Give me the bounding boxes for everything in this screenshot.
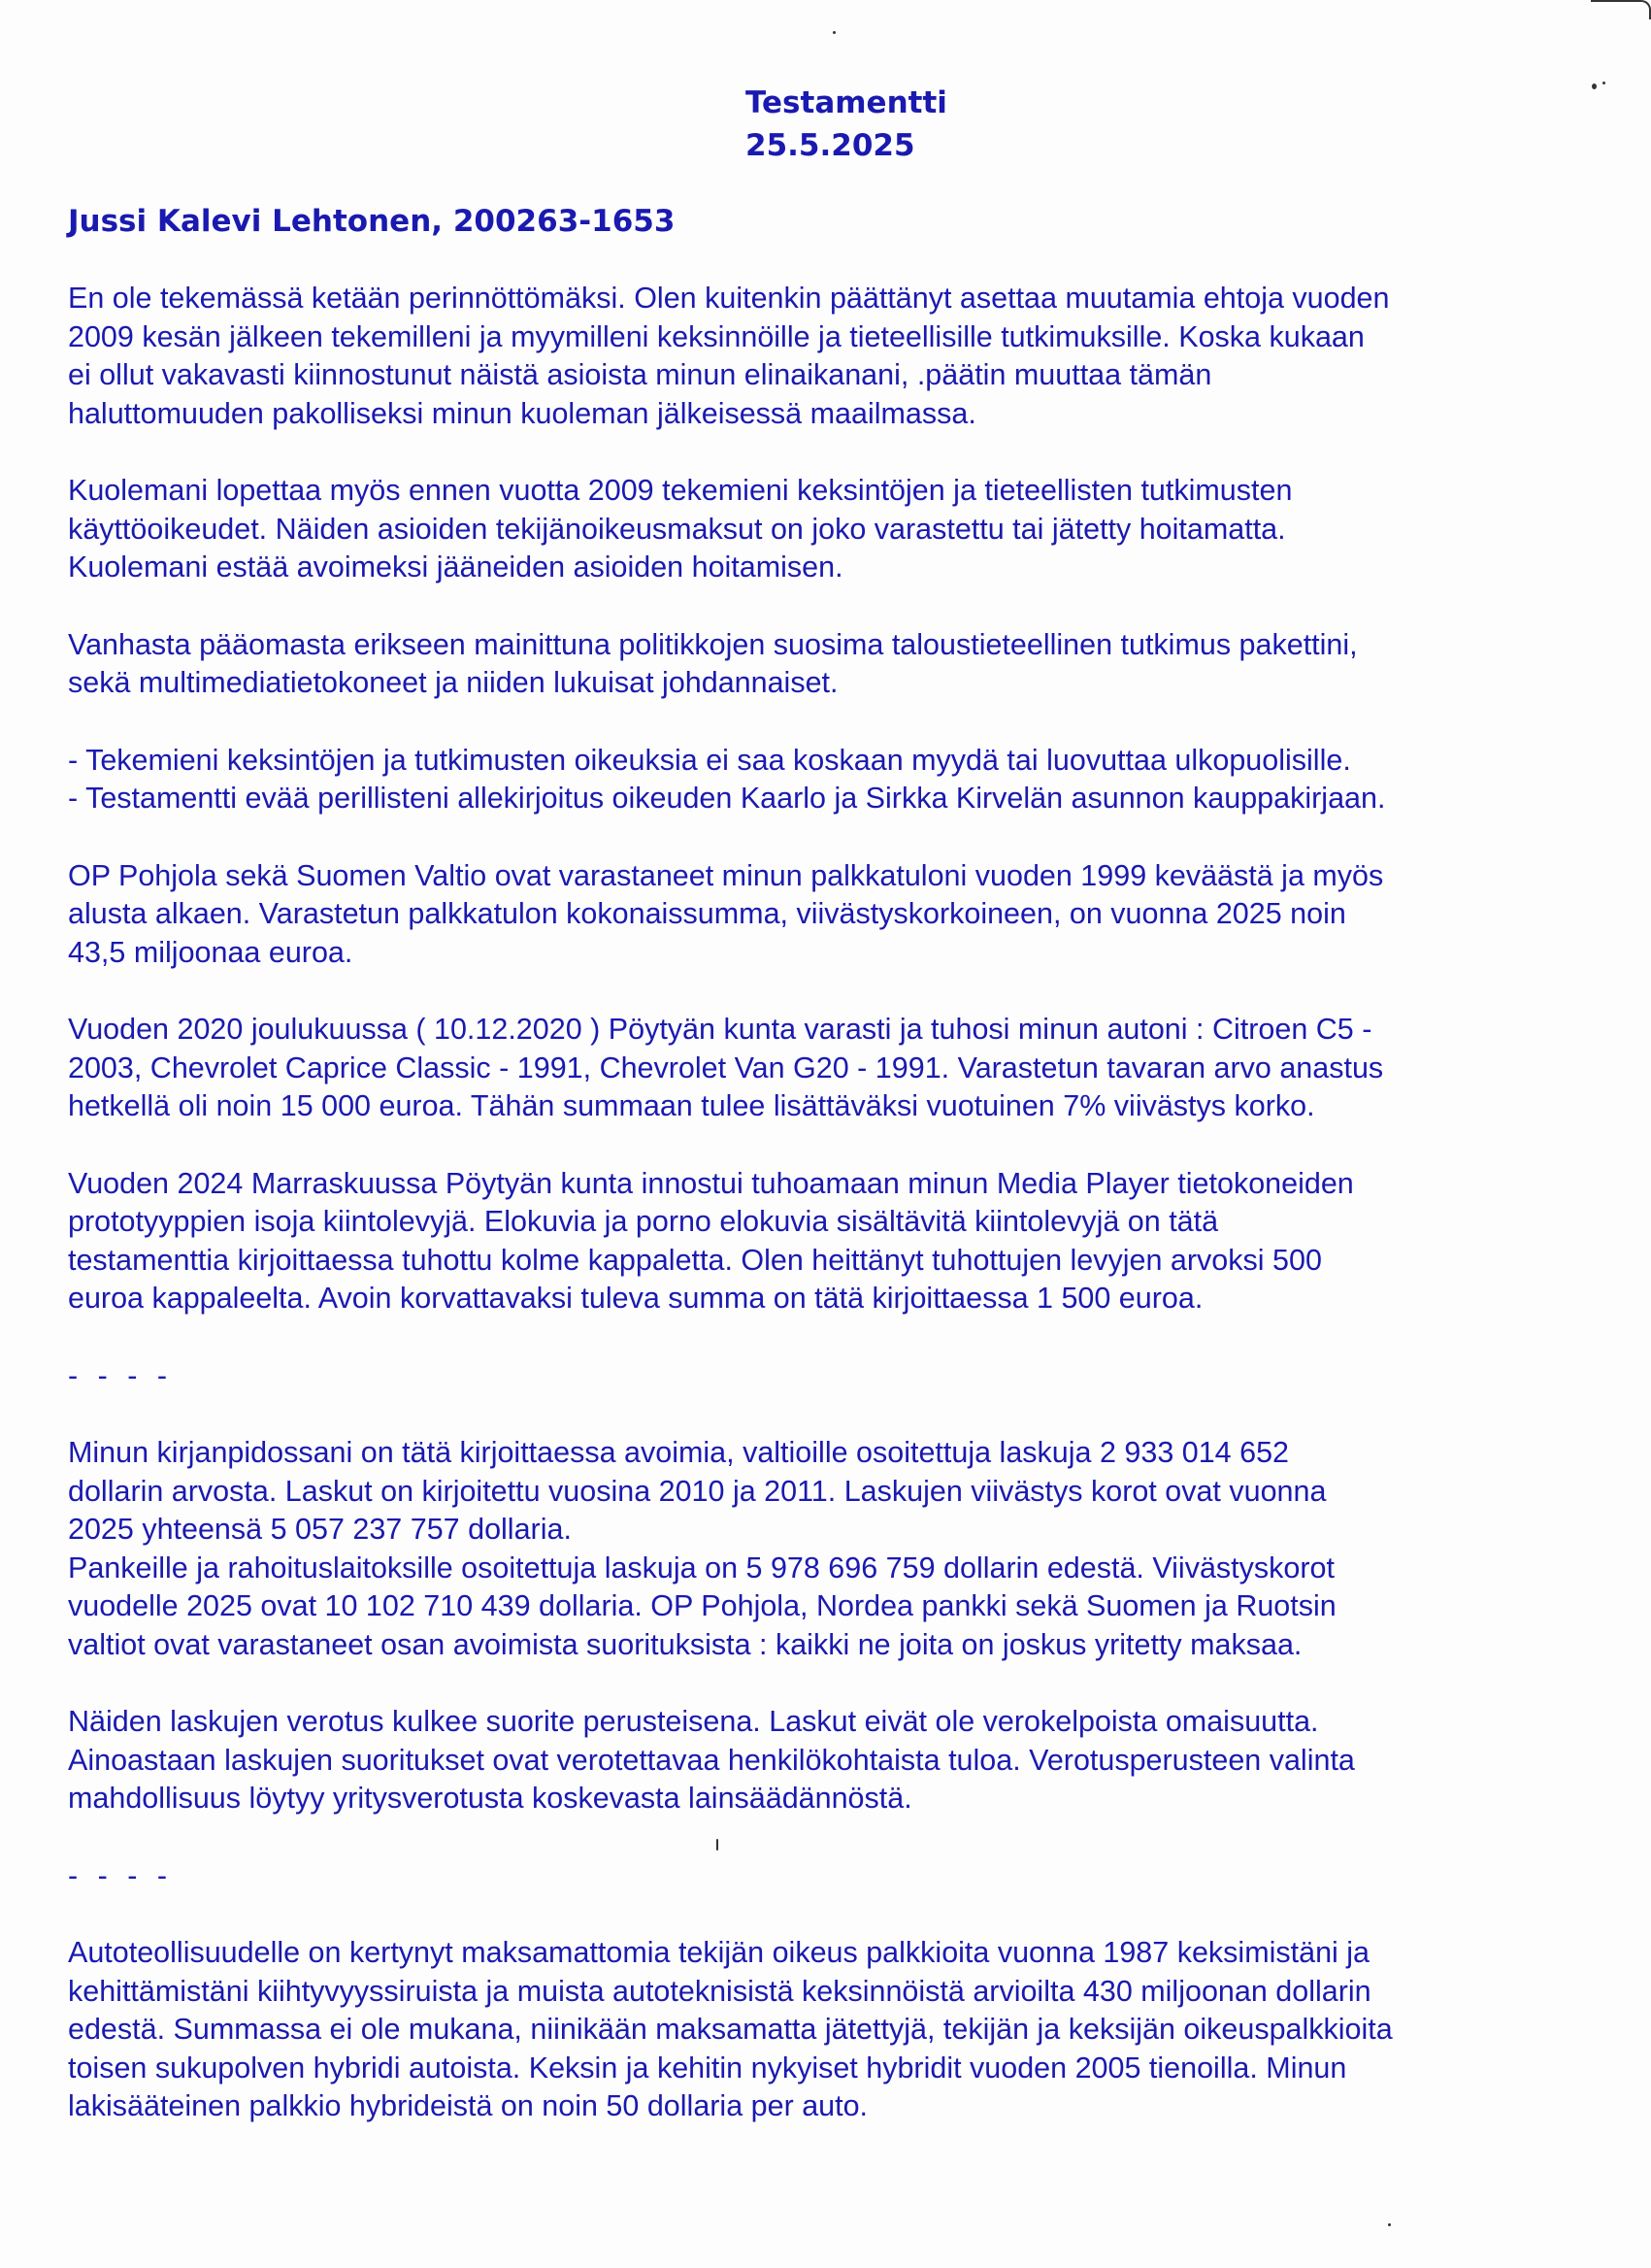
document-date: 25.5.2025 (745, 128, 915, 163)
page-corner-mark (1591, 0, 1651, 19)
scan-speck (833, 31, 836, 34)
paragraph-invoice-taxation: Näiden laskujen verotus kulkee suorite perusteisena. Laskut eivät ole verokelpoista omaisuutta. Ainoastaan laskujen suoritukset ovat verotettavaa henkilökohtaista tuloa. Verotusperusteen valinta mahdollisuus löytyy yritysverotusta koskevasta lainsäädännöstä. (68, 1705, 1355, 1815)
paragraph-harddisk-claim: Vuoden 2024 Marraskuussa Pöytyän kunta innostui tuhoamaan minun Media Player tietokoneiden prototyyppien isoja kiintolevyjä. Elokuvia ja porno elokuvia sisältävitä kiintolevyjä on tätä testamenttia kirjoittaessa tuhottu kolme kappaletta. Olen heittänyt tuhottujen levyjen arvoksi 500 euroa kappaleelta. Avoin korvattavaksi tuleva summa on tätä kirjoittaessa 1 500 euroa. (68, 1166, 1354, 1315)
document-heading (745, 82, 947, 167)
paragraph-restrictions: - Tekemieni keksintöjen ja tutkimusten oikeuksia ei saa koskaan myydä tai luovuttaa ulkopuolisille. - Testamentti evää perillisteni allekirjoitus oikeuden Kaarlo ja Sirkka Kirvelän asunnon kauppakirjaan. (68, 743, 1386, 815)
scan-speck (1592, 83, 1597, 89)
section-separator: - - - - (68, 1358, 174, 1392)
testator-name: Jussi Kalevi Lehtonen, 200263-1653 (68, 204, 676, 239)
paragraph-automotive-royalties: Autoteollisuudelle on kertynyt maksamattomia tekijän oikeus palkkioita vuonna 1987 keksimistäni ja kehittämistäni kiihtyvyyssiruista ja muista autoteknisistä keksinnöistä arvioilta 430 miljoonan dollarin edestä. Summassa ei ole mukana, niinikään maksamatta jätettyjä, tekijän ja keksijän oikeuspalkkioita toisen sukupolven hybridi autoista. Keksin ja kehitin nykyiset hybridit vuoden 2005 tienoilla. Minun lakisääteinen palkkio hybrideistä on noin 50 dollaria per auto. (68, 1936, 1393, 2122)
paragraph-state-invoices: Minun kirjanpidossani on tätä kirjoittaessa avoimia, valtioille osoitettuja laskuja 2 933 014 652 dollarin arvosta. Laskut on kirjoitettu vuosina 2010 ja 2011. Laskujen viivästys korot ovat vuonna 2025 yhteensä 5 057 237 757 dollaria. (68, 1436, 1327, 1546)
document-body (68, 280, 1601, 2165)
paragraph-old-capital: Vanhasta pääomasta erikseen mainittuna politikkojen suosima taloustieteellinen tutkimus pakettini, sekä multimediatietokoneet ja niiden lukuisat johdannaiset. (68, 627, 1358, 699)
paragraph-inheritance-conditions: En ole tekemässä ketään perinnöttömäksi. Olen kuitenkin päättänyt asettaa muutamia ehtoja vuoden 2009 kesän jälkeen tekemilleni ja myymilleni keksinnöille ja tieteellisille tutkimuksille. Koska kukaan ei ollut vakavasti kiinnostunut näistä asioista minun elinaikanani, .päätin muuttaa tämän haluttomuuden pakolliseksi minun kuoleman jälkeisessä maailmassa. (68, 282, 1390, 430)
document-title: Testamentti (745, 85, 947, 120)
section-separator: - - - - (68, 1858, 174, 1892)
scan-speck (1602, 82, 1605, 84)
paragraph-usage-rights: Kuolemani lopettaa myös ennen vuotta 2009 tekemieni keksintöjen ja tieteellisten tutkimusten käyttöoikeudet. Näiden asioiden tekijänoikeusmaksut on joko varastettu tai jätetty hoitamatta. Kuolemani estää avoimeksi jääneiden asioiden hoitamisen. (68, 474, 1293, 584)
paragraph-cars-claim: Vuoden 2020 joulukuussa ( 10.12.2020 ) Pöytyän kunta varasti ja tuhosi minun autoni : Citroen C5 - 2003, Chevrolet Caprice Classic - 1991, Chevrolet Van G20 - 1991. Varastetun tavaran arvo anastus hetkellä oli noin 15 000 euroa. Tähän summaan tulee lisättäväksi vuotuinen 7% viivästys korko. (68, 1013, 1384, 1122)
paragraph-bank-invoices: Pankeille ja rahoituslaitoksille osoitettuja laskuja on 5 978 696 759 dollarin edestä. Viivästyskorot vuodelle 2025 ovat 10 102 710 439 dollaria. OP Pohjola, Nordea pankki sekä Suomen ja Ruotsin valtiot ovat varastaneet osan avoimista suorituksista : kaikki ne joita on joskus yritetty maksaa. (68, 1551, 1337, 1661)
scan-speck (1388, 2223, 1391, 2226)
paragraph-salary-claim: OP Pohjola sekä Suomen Valtio ovat varastaneet minun palkkatuloni vuoden 1999 keväästä ja myös alusta alkaen. Varastetun palkkatulon kokonaissumma, viivästyskorkoineen, on vuonna 2025 noin 43,5 miljoonaa euroa. (68, 858, 1384, 969)
